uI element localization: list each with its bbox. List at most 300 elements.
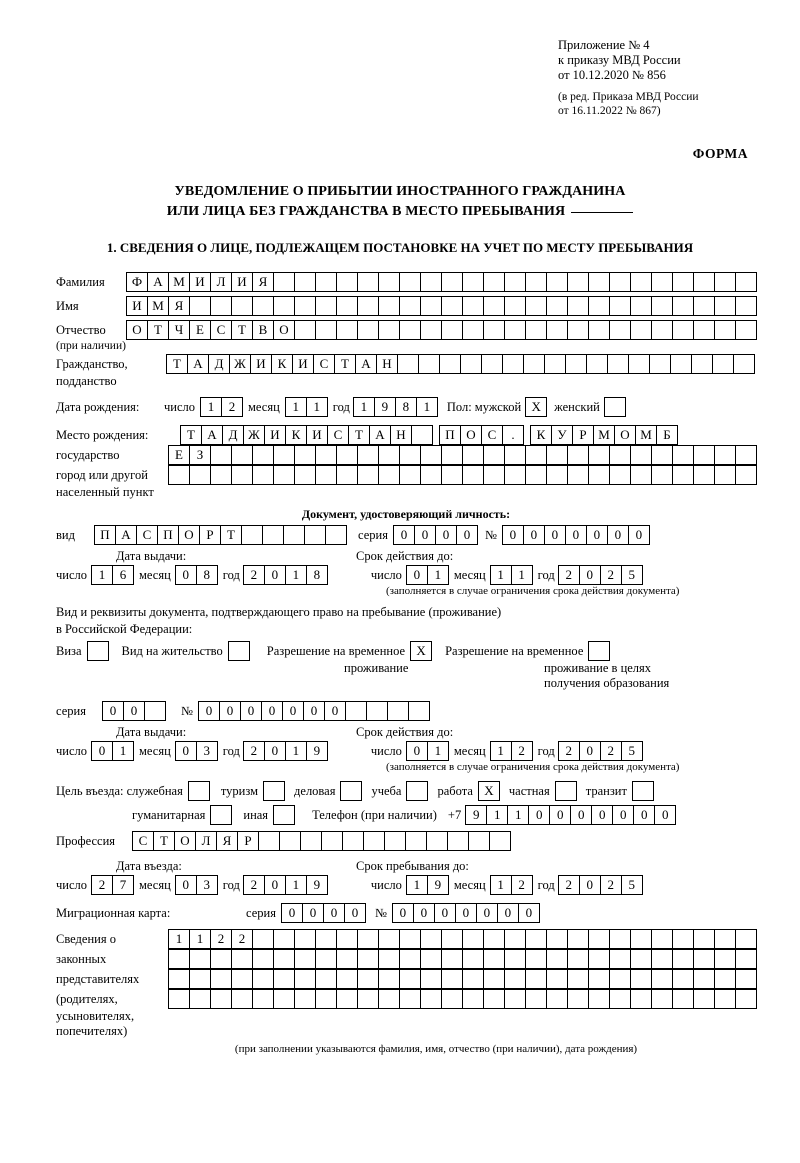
char-cell[interactable]: 0	[344, 903, 366, 923]
char-cell[interactable]	[336, 949, 358, 969]
char-cell[interactable]: 2	[600, 565, 622, 585]
char-cell[interactable]: Е	[189, 320, 211, 340]
purpose-service-checkbox[interactable]	[188, 781, 209, 801]
char-cell[interactable]	[399, 445, 421, 465]
char-cell[interactable]: 1	[91, 565, 113, 585]
char-cell[interactable]	[735, 465, 757, 485]
char-cell[interactable]: Р	[237, 831, 259, 851]
char-cell[interactable]	[630, 465, 652, 485]
char-cell[interactable]: О	[273, 320, 295, 340]
char-cell[interactable]: Е	[168, 445, 190, 465]
char-cell[interactable]: А	[201, 425, 223, 445]
birthplace-city-line2-cells[interactable]	[168, 445, 756, 465]
char-cell[interactable]: Ч	[168, 320, 190, 340]
char-cell[interactable]: М	[593, 425, 615, 445]
char-cell[interactable]	[693, 445, 715, 465]
char-cell[interactable]: 0	[654, 805, 676, 825]
char-cell[interactable]: 1	[353, 397, 375, 417]
char-cell[interactable]	[252, 445, 274, 465]
char-cell[interactable]: Ж	[229, 354, 251, 374]
char-cell[interactable]: 0	[570, 805, 592, 825]
purpose-study-checkbox[interactable]	[406, 781, 427, 801]
char-cell[interactable]: С	[210, 320, 232, 340]
char-cell[interactable]	[588, 465, 610, 485]
char-cell[interactable]	[462, 445, 484, 465]
birth-month-cells[interactable]	[285, 397, 327, 417]
char-cell[interactable]: Т	[220, 525, 242, 545]
char-cell[interactable]	[294, 320, 316, 340]
char-cell[interactable]	[735, 989, 757, 1009]
char-cell[interactable]: 0	[549, 805, 571, 825]
char-cell[interactable]	[567, 272, 589, 292]
char-cell[interactable]	[273, 272, 295, 292]
char-cell[interactable]	[441, 296, 463, 316]
char-cell[interactable]: 0	[607, 525, 629, 545]
char-cell[interactable]	[504, 465, 526, 485]
char-cell[interactable]: И	[189, 272, 211, 292]
char-cell[interactable]	[630, 320, 652, 340]
char-cell[interactable]: 0	[455, 903, 477, 923]
char-cell[interactable]	[336, 320, 358, 340]
char-cell[interactable]: Р	[572, 425, 594, 445]
char-cell[interactable]	[189, 296, 211, 316]
doc-number-cells[interactable]	[502, 525, 649, 545]
char-cell[interactable]: 2	[511, 875, 533, 895]
char-cell[interactable]	[546, 969, 568, 989]
char-cell[interactable]: 0	[406, 741, 428, 761]
char-cell[interactable]	[231, 949, 253, 969]
char-cell[interactable]	[525, 272, 547, 292]
char-cell[interactable]: 1	[285, 565, 307, 585]
char-cell[interactable]: 0	[240, 701, 262, 721]
doc-valid-month-cells[interactable]	[490, 565, 532, 585]
char-cell[interactable]: 0	[264, 741, 286, 761]
char-cell[interactable]	[483, 465, 505, 485]
sex-female-checkbox[interactable]	[604, 397, 625, 417]
char-cell[interactable]	[609, 465, 631, 485]
char-cell[interactable]: 0	[497, 903, 519, 923]
char-cell[interactable]: З	[189, 445, 211, 465]
char-cell[interactable]	[630, 296, 652, 316]
char-cell[interactable]	[273, 969, 295, 989]
char-cell[interactable]	[588, 272, 610, 292]
char-cell[interactable]	[714, 445, 736, 465]
char-cell[interactable]: С	[136, 525, 158, 545]
char-cell[interactable]	[609, 445, 631, 465]
char-cell[interactable]	[399, 949, 421, 969]
char-cell[interactable]: 0	[579, 565, 601, 585]
char-cell[interactable]	[231, 989, 253, 1009]
char-cell[interactable]	[651, 969, 673, 989]
char-cell[interactable]	[588, 989, 610, 1009]
patronymic-cells[interactable]	[126, 320, 756, 340]
char-cell[interactable]	[609, 272, 631, 292]
char-cell[interactable]	[357, 989, 379, 1009]
char-cell[interactable]	[546, 296, 568, 316]
char-cell[interactable]	[693, 320, 715, 340]
char-cell[interactable]: 1	[427, 741, 449, 761]
char-cell[interactable]: 1	[490, 741, 512, 761]
char-cell[interactable]	[735, 320, 757, 340]
birthplace-state-cells[interactable]	[180, 425, 432, 445]
char-cell[interactable]	[609, 969, 631, 989]
char-cell[interactable]: С	[481, 425, 503, 445]
char-cell[interactable]: 0	[528, 805, 550, 825]
char-cell[interactable]	[439, 354, 461, 374]
char-cell[interactable]	[336, 969, 358, 989]
char-cell[interactable]: У	[551, 425, 573, 445]
char-cell[interactable]	[210, 445, 232, 465]
char-cell[interactable]	[252, 465, 274, 485]
char-cell[interactable]	[672, 272, 694, 292]
char-cell[interactable]	[144, 701, 166, 721]
stay-month-cells[interactable]	[490, 875, 532, 895]
legal-rep-cells-1[interactable]	[168, 929, 756, 949]
char-cell[interactable]	[588, 929, 610, 949]
visa-checkbox[interactable]	[87, 641, 108, 661]
char-cell[interactable]	[336, 445, 358, 465]
char-cell[interactable]	[378, 465, 400, 485]
char-cell[interactable]: 1	[285, 397, 307, 417]
char-cell[interactable]: 8	[306, 565, 328, 585]
char-cell[interactable]	[420, 989, 442, 1009]
char-cell[interactable]: 0	[175, 741, 197, 761]
char-cell[interactable]: 0	[303, 701, 325, 721]
doc-series-cells[interactable]	[393, 525, 477, 545]
char-cell[interactable]: 1	[507, 805, 529, 825]
char-cell[interactable]: А	[115, 525, 137, 545]
char-cell[interactable]	[399, 929, 421, 949]
char-cell[interactable]: 1	[486, 805, 508, 825]
char-cell[interactable]: 2	[558, 565, 580, 585]
char-cell[interactable]	[546, 989, 568, 1009]
char-cell[interactable]	[651, 949, 673, 969]
permit-valid-month-cells[interactable]	[490, 741, 532, 761]
char-cell[interactable]: Я	[168, 296, 190, 316]
char-cell[interactable]	[693, 272, 715, 292]
char-cell[interactable]	[228, 641, 250, 661]
char-cell[interactable]: К	[271, 354, 293, 374]
char-cell[interactable]: 0	[523, 525, 545, 545]
char-cell[interactable]	[714, 465, 736, 485]
char-cell[interactable]: Т	[166, 354, 188, 374]
char-cell[interactable]	[525, 969, 547, 989]
char-cell[interactable]	[504, 989, 526, 1009]
char-cell[interactable]	[588, 949, 610, 969]
char-cell[interactable]	[609, 320, 631, 340]
char-cell[interactable]: И	[306, 425, 328, 445]
char-cell[interactable]	[315, 929, 337, 949]
sex-male-checkbox[interactable]	[525, 397, 546, 417]
char-cell[interactable]: К	[285, 425, 307, 445]
char-cell[interactable]	[672, 929, 694, 949]
char-cell[interactable]	[651, 445, 673, 465]
char-cell[interactable]	[441, 989, 463, 1009]
char-cell[interactable]	[168, 465, 190, 485]
char-cell[interactable]	[399, 272, 421, 292]
char-cell[interactable]	[630, 272, 652, 292]
char-cell[interactable]	[693, 465, 715, 485]
char-cell[interactable]	[315, 949, 337, 969]
char-cell[interactable]	[693, 989, 715, 1009]
char-cell[interactable]	[483, 989, 505, 1009]
char-cell[interactable]: 0	[264, 875, 286, 895]
char-cell[interactable]: 0	[628, 525, 650, 545]
char-cell[interactable]: 1	[406, 875, 428, 895]
char-cell[interactable]: 0	[414, 525, 436, 545]
char-cell[interactable]	[483, 272, 505, 292]
char-cell[interactable]	[304, 525, 326, 545]
char-cell[interactable]: 0	[323, 903, 345, 923]
char-cell[interactable]: 1	[112, 741, 134, 761]
char-cell[interactable]	[315, 969, 337, 989]
char-cell[interactable]	[441, 465, 463, 485]
char-cell[interactable]	[441, 969, 463, 989]
char-cell[interactable]: 0	[544, 525, 566, 545]
char-cell[interactable]: А	[187, 354, 209, 374]
char-cell[interactable]	[321, 831, 343, 851]
char-cell[interactable]: 1	[200, 397, 222, 417]
char-cell[interactable]	[555, 781, 577, 801]
char-cell[interactable]	[397, 354, 419, 374]
char-cell[interactable]	[714, 320, 736, 340]
char-cell[interactable]	[357, 969, 379, 989]
char-cell[interactable]	[462, 272, 484, 292]
char-cell[interactable]	[630, 949, 652, 969]
char-cell[interactable]	[670, 354, 692, 374]
doc-issue-month-cells[interactable]	[175, 565, 217, 585]
char-cell[interactable]: С	[327, 425, 349, 445]
char-cell[interactable]: 5	[621, 741, 643, 761]
char-cell[interactable]	[357, 445, 379, 465]
char-cell[interactable]	[420, 969, 442, 989]
char-cell[interactable]	[273, 949, 295, 969]
char-cell[interactable]: Н	[390, 425, 412, 445]
char-cell[interactable]: Д	[208, 354, 230, 374]
char-cell[interactable]: Ф	[126, 272, 148, 292]
char-cell[interactable]	[630, 989, 652, 1009]
char-cell[interactable]: 0	[219, 701, 241, 721]
char-cell[interactable]	[420, 949, 442, 969]
char-cell[interactable]	[342, 831, 364, 851]
char-cell[interactable]: А	[147, 272, 169, 292]
char-cell[interactable]	[258, 831, 280, 851]
char-cell[interactable]	[168, 989, 190, 1009]
char-cell[interactable]: 9	[465, 805, 487, 825]
char-cell[interactable]: 3	[196, 875, 218, 895]
char-cell[interactable]: 0	[393, 525, 415, 545]
char-cell[interactable]	[241, 525, 263, 545]
char-cell[interactable]	[294, 949, 316, 969]
char-cell[interactable]: М	[635, 425, 657, 445]
char-cell[interactable]	[546, 949, 568, 969]
char-cell[interactable]: X	[478, 781, 500, 801]
phone-cells[interactable]	[465, 805, 675, 825]
char-cell[interactable]	[399, 969, 421, 989]
char-cell[interactable]	[336, 296, 358, 316]
char-cell[interactable]	[567, 445, 589, 465]
char-cell[interactable]: 9	[306, 875, 328, 895]
char-cell[interactable]: X	[410, 641, 432, 661]
char-cell[interactable]	[588, 320, 610, 340]
char-cell[interactable]	[357, 949, 379, 969]
char-cell[interactable]	[588, 969, 610, 989]
char-cell[interactable]: 6	[112, 565, 134, 585]
char-cell[interactable]	[672, 296, 694, 316]
char-cell[interactable]	[630, 969, 652, 989]
char-cell[interactable]	[546, 929, 568, 949]
char-cell[interactable]	[441, 320, 463, 340]
char-cell[interactable]	[609, 929, 631, 949]
char-cell[interactable]	[210, 969, 232, 989]
char-cell[interactable]	[252, 929, 274, 949]
char-cell[interactable]	[672, 989, 694, 1009]
legal-rep-cells-2[interactable]	[168, 949, 756, 969]
char-cell[interactable]	[735, 445, 757, 465]
char-cell[interactable]	[420, 296, 442, 316]
char-cell[interactable]: 8	[196, 565, 218, 585]
char-cell[interactable]	[300, 831, 322, 851]
char-cell[interactable]	[378, 949, 400, 969]
char-cell[interactable]	[357, 465, 379, 485]
residence-permit-checkbox[interactable]	[228, 641, 249, 661]
purpose-other-checkbox[interactable]	[273, 805, 294, 825]
char-cell[interactable]	[651, 296, 673, 316]
char-cell[interactable]	[483, 929, 505, 949]
char-cell[interactable]: И	[231, 272, 253, 292]
entry-month-cells[interactable]	[175, 875, 217, 895]
char-cell[interactable]	[649, 354, 671, 374]
char-cell[interactable]	[567, 465, 589, 485]
char-cell[interactable]	[735, 296, 757, 316]
char-cell[interactable]: А	[355, 354, 377, 374]
char-cell[interactable]	[315, 989, 337, 1009]
char-cell[interactable]: С	[132, 831, 154, 851]
char-cell[interactable]	[283, 525, 305, 545]
char-cell[interactable]: 1	[511, 565, 533, 585]
char-cell[interactable]: 2	[600, 741, 622, 761]
char-cell[interactable]	[294, 272, 316, 292]
char-cell[interactable]: 3	[196, 741, 218, 761]
char-cell[interactable]: 9	[427, 875, 449, 895]
permit-issue-year-cells[interactable]	[243, 741, 327, 761]
char-cell[interactable]	[441, 272, 463, 292]
char-cell[interactable]	[252, 949, 274, 969]
char-cell[interactable]	[294, 929, 316, 949]
char-cell[interactable]	[504, 969, 526, 989]
char-cell[interactable]: Т	[180, 425, 202, 445]
char-cell[interactable]	[357, 272, 379, 292]
char-cell[interactable]: Т	[334, 354, 356, 374]
permit-issue-day-cells[interactable]	[91, 741, 133, 761]
char-cell[interactable]: Л	[195, 831, 217, 851]
char-cell[interactable]	[735, 272, 757, 292]
birth-year-cells[interactable]	[353, 397, 437, 417]
char-cell[interactable]	[263, 781, 285, 801]
char-cell[interactable]	[231, 465, 253, 485]
char-cell[interactable]: И	[126, 296, 148, 316]
char-cell[interactable]: 1	[427, 565, 449, 585]
char-cell[interactable]	[630, 445, 652, 465]
legal-rep-cells-3[interactable]	[168, 969, 756, 989]
char-cell[interactable]: 1	[416, 397, 438, 417]
birthplace-city-line3-cells[interactable]	[168, 465, 756, 485]
char-cell[interactable]: Р	[199, 525, 221, 545]
char-cell[interactable]	[279, 831, 301, 851]
char-cell[interactable]	[378, 929, 400, 949]
entry-year-cells[interactable]	[243, 875, 327, 895]
char-cell[interactable]	[252, 989, 274, 1009]
char-cell[interactable]	[378, 989, 400, 1009]
char-cell[interactable]: Н	[376, 354, 398, 374]
char-cell[interactable]: Б	[656, 425, 678, 445]
purpose-work-checkbox[interactable]	[478, 781, 499, 801]
char-cell[interactable]	[273, 296, 295, 316]
char-cell[interactable]	[447, 831, 469, 851]
char-cell[interactable]	[378, 320, 400, 340]
char-cell[interactable]	[363, 831, 385, 851]
char-cell[interactable]	[502, 354, 524, 374]
char-cell[interactable]	[462, 320, 484, 340]
char-cell[interactable]	[315, 465, 337, 485]
char-cell[interactable]	[273, 445, 295, 465]
char-cell[interactable]: 0	[261, 701, 283, 721]
char-cell[interactable]: 0	[434, 903, 456, 923]
char-cell[interactable]: С	[313, 354, 335, 374]
char-cell[interactable]: 2	[600, 875, 622, 895]
char-cell[interactable]	[188, 781, 210, 801]
char-cell[interactable]	[672, 969, 694, 989]
char-cell[interactable]	[462, 969, 484, 989]
char-cell[interactable]	[672, 949, 694, 969]
char-cell[interactable]: 1	[285, 875, 307, 895]
char-cell[interactable]	[632, 781, 654, 801]
char-cell[interactable]	[210, 949, 232, 969]
char-cell[interactable]	[231, 445, 253, 465]
char-cell[interactable]	[483, 445, 505, 465]
char-cell[interactable]: 2	[243, 875, 265, 895]
char-cell[interactable]: 2	[91, 875, 113, 895]
char-cell[interactable]	[525, 989, 547, 1009]
char-cell[interactable]	[607, 354, 629, 374]
char-cell[interactable]: 0	[91, 741, 113, 761]
char-cell[interactable]	[565, 354, 587, 374]
char-cell[interactable]: 1	[168, 929, 190, 949]
char-cell[interactable]	[399, 989, 421, 1009]
char-cell[interactable]	[567, 969, 589, 989]
char-cell[interactable]: 2	[243, 741, 265, 761]
char-cell[interactable]: Я	[252, 272, 274, 292]
char-cell[interactable]: Т	[231, 320, 253, 340]
char-cell[interactable]	[420, 465, 442, 485]
char-cell[interactable]: В	[252, 320, 274, 340]
doc-issue-day-cells[interactable]	[91, 565, 133, 585]
char-cell[interactable]	[294, 969, 316, 989]
char-cell[interactable]: Т	[348, 425, 370, 445]
char-cell[interactable]	[504, 296, 526, 316]
migration-series-cells[interactable]	[281, 903, 365, 923]
char-cell[interactable]: 0	[175, 565, 197, 585]
char-cell[interactable]	[405, 831, 427, 851]
char-cell[interactable]	[168, 969, 190, 989]
char-cell[interactable]	[252, 969, 274, 989]
char-cell[interactable]	[525, 445, 547, 465]
char-cell[interactable]	[399, 320, 421, 340]
char-cell[interactable]: 0	[565, 525, 587, 545]
char-cell[interactable]	[651, 929, 673, 949]
char-cell[interactable]: 5	[621, 565, 643, 585]
char-cell[interactable]	[273, 465, 295, 485]
